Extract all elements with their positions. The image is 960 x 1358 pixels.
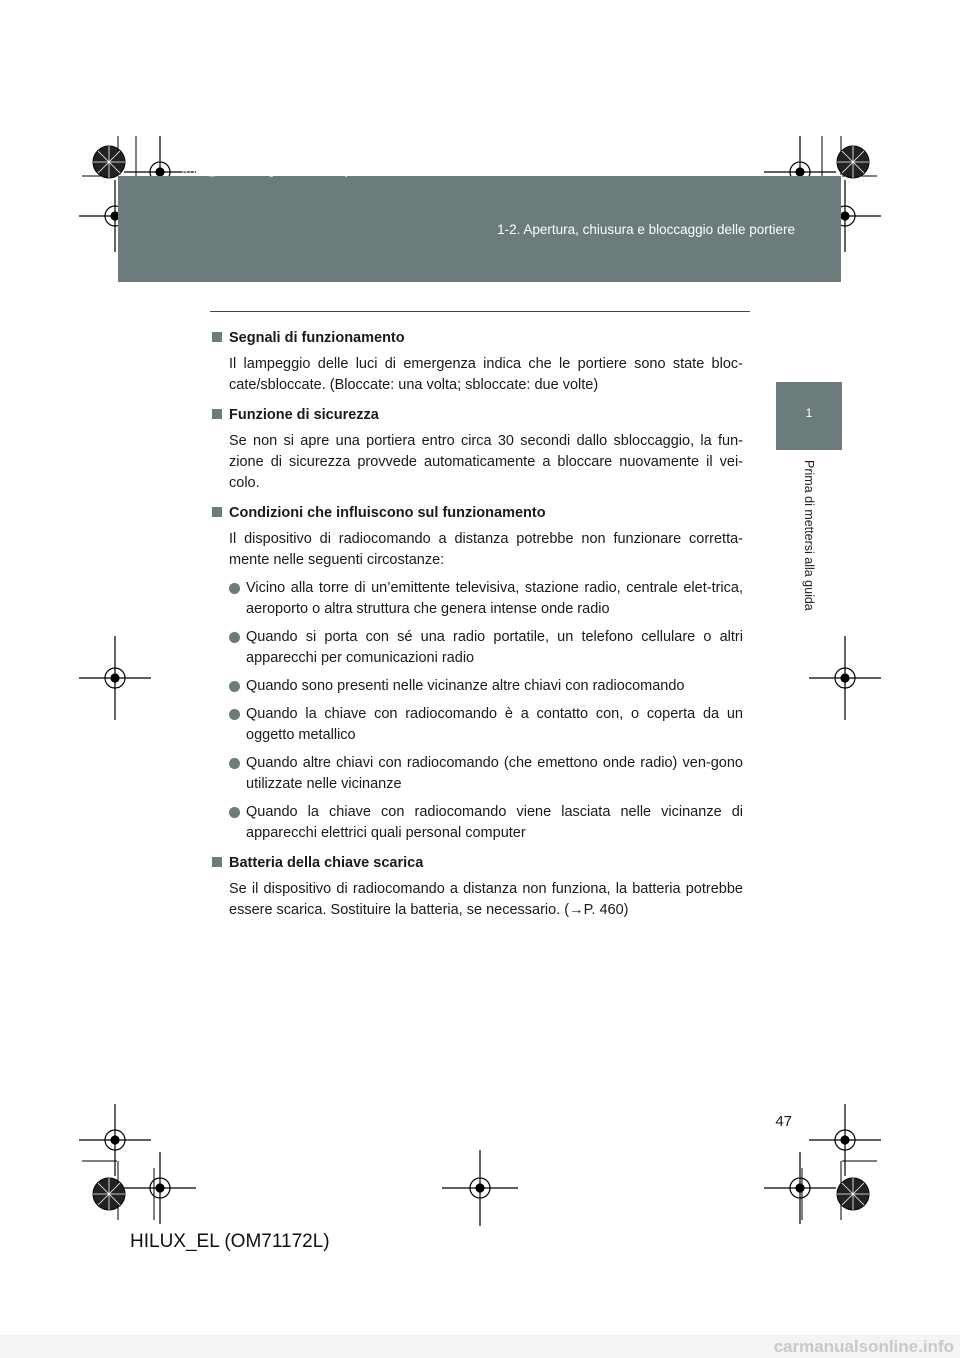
chapter-tab (776, 382, 842, 450)
section-battery (210, 853, 743, 921)
list-item: Quando la chiave con radiocomando viene lasciata nelle vicinanze di apparecchi elettrici quali personal computer (229, 802, 743, 844)
page-number: 47 (775, 1113, 792, 1130)
section-body: Il dispositivo di radiocomando a distanza potrebbe non funzionare corretta-mente nelle seguenti circostanze: (229, 531, 743, 568)
chapter-number: 1 (805, 406, 813, 420)
circle-bullet-icon (229, 632, 240, 643)
list-item: Quando sono presenti nelle vicinanze altre chiavi con radiocomando (229, 676, 743, 697)
square-bullet-icon (212, 409, 222, 419)
list-item: Quando altre chiavi con radiocomando (che emettono onde radio) ven-gono utilizzate nelle vicinanze (229, 753, 743, 795)
circle-bullet-icon (229, 583, 240, 594)
page-content (210, 328, 743, 930)
list-item: Quando si porta con sé una radio portatile, un telefono cellulare o altri apparecchi per comunicazioni radio (229, 627, 743, 669)
section-body: Se il dispositivo di radiocomando a distanza non funziona, la batteria potrebbe essere scarica. Sostituire la batteria, se necessario. (→P. 460) (229, 881, 743, 918)
section-operation-signals (210, 328, 743, 396)
list-item: Vicino alla torre di un’emittente televisiva, stazione radio, centrale elet-trica, aeroporto o altra struttura che genera intense onde radio (229, 578, 743, 620)
section-heading: Segnali di funzionamento (229, 330, 405, 346)
circle-bullet-icon (229, 709, 240, 720)
circle-bullet-icon (229, 758, 240, 769)
section-body: Il lampeggio delle luci di emergenza indica che le portiere sono state bloc-cate/sbloccate. (Bloccate: una volta; sbloccate: due volte) (229, 356, 743, 393)
list-item: Quando la chiave con radiocomando è a contatto con, o coperta da un oggetto metallico (229, 704, 743, 746)
model-code: HILUX_EL (OM71172L) (130, 1231, 330, 1252)
watermark-text[interactable]: carmanualsonline.info (773, 1337, 954, 1356)
square-bullet-icon (212, 857, 222, 867)
header-band (118, 176, 841, 282)
square-bullet-icon (212, 507, 222, 517)
section-heading: Funzione di sicurezza (229, 407, 379, 423)
section-header-title: 1-2. Apertura, chiusura e bloccaggio delle portiere (497, 222, 795, 237)
section-heading: Condizioni che influiscono sul funzionamento (229, 505, 546, 521)
header-rule (210, 311, 750, 312)
section-heading: Batteria della chiave scarica (229, 855, 424, 871)
watermark-bar (0, 1335, 960, 1358)
section-body: Se non si apre una portiera entro circa 30 secondi dallo sbloccaggio, la fun-zione di sicurezza provvede automaticamente a bloccare nuovamente il vei-colo. (229, 433, 743, 491)
square-bullet-icon (212, 332, 222, 342)
section-conditions (210, 503, 743, 844)
section-safety-function (210, 405, 743, 494)
circle-bullet-icon (229, 681, 240, 692)
chapter-side-label (798, 460, 818, 640)
circle-bullet-icon (229, 807, 240, 818)
print-stamp: HILUX_EL.book Page 47 Wednesday, March 23, 2011 3:30 PM (182, 168, 481, 178)
chapter-title: Prima di mettersi alla guida (802, 460, 816, 611)
